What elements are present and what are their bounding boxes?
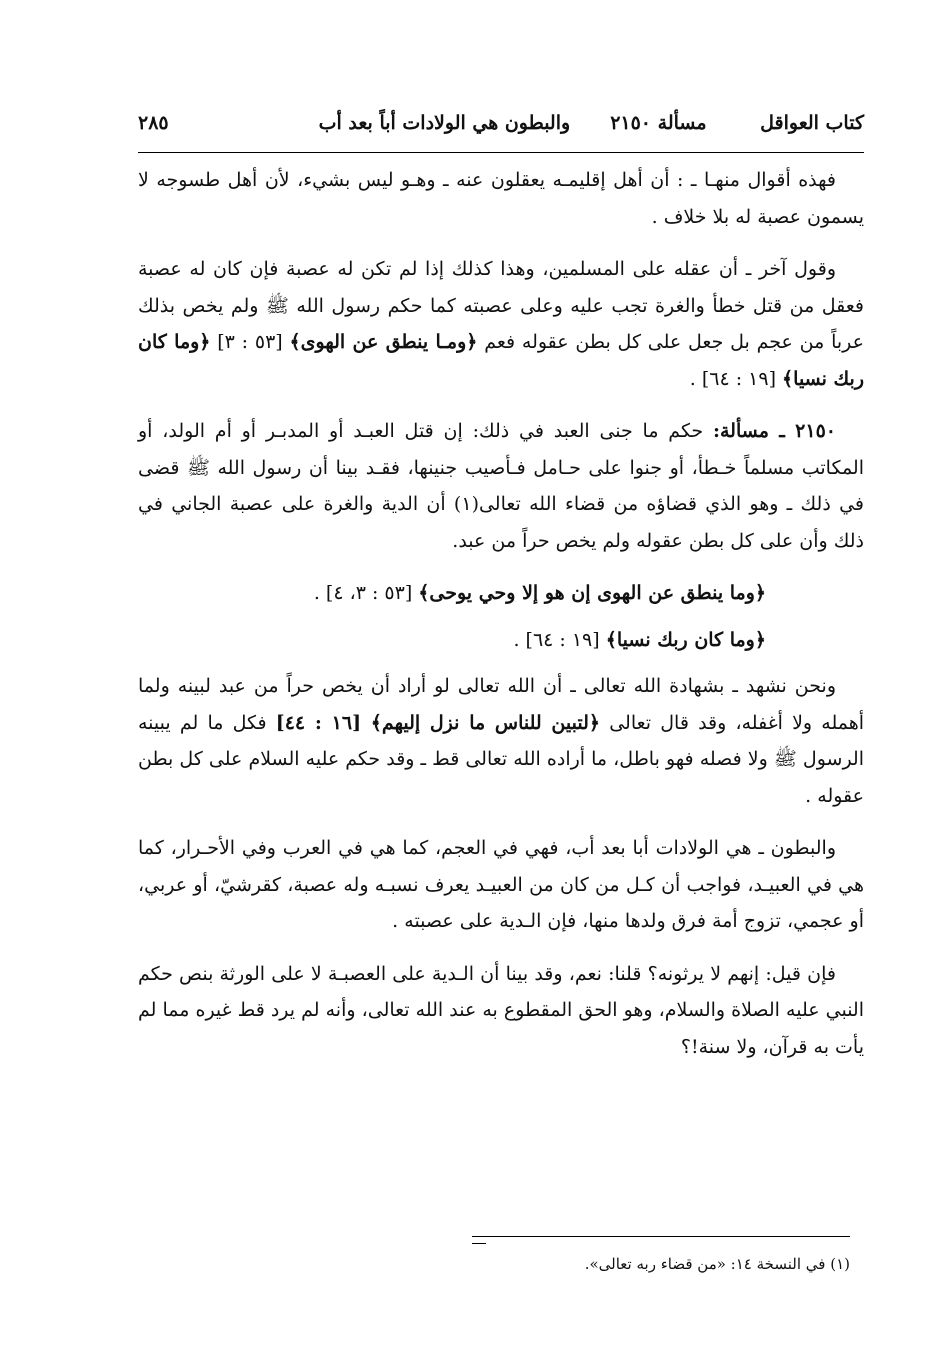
quran-verse <box>138 622 864 659</box>
quran-quote: ﴿ومـا ينطق عن الهوى﴾ <box>289 331 478 353</box>
book-title: كتاب العواقل <box>760 112 864 134</box>
paragraph-text: فكل ما لم يبينه الرسول ﷺ ولا فصله فهو باطل، ما أراده الله تعالى قط ـ وقد حكم عليه السلام على كل بطن عقوله . <box>138 711 864 807</box>
paragraph-text: فهذه أقوال منهـا ـ : أن أهل إقليمـه يعقلون عنه ـ وهـو ليس بشيء، لأن أهل طسوجه لا يسمون عصبة له بلا خلاف . <box>138 169 864 228</box>
paragraph <box>138 162 864 235</box>
paragraph <box>138 413 864 559</box>
paragraph <box>138 668 864 814</box>
verse-text: ﴿وما كان ربك نسيا﴾ <box>605 628 766 651</box>
footnote-rule-short <box>472 1243 486 1244</box>
running-header <box>138 112 864 148</box>
paragraph-text: والبطون ـ هي الولادات أبا بعد أب، فهي في العجم، كما هي في العرب وفي الأحـرار، كما هي في العبيـد، فواجب أن كـل من كان من العبيـد يعرف نسبـه وله عصبة، كقرشيّ، أو عربي، أو عجمي، تزوج أمة فرق ولدها منها، فإن الـدية على عصبته . <box>138 837 864 932</box>
footnote-rule <box>472 1236 850 1237</box>
paragraph <box>138 251 864 397</box>
paragraph <box>138 830 864 940</box>
paragraph <box>138 956 864 1066</box>
main-text <box>138 162 864 1081</box>
verse-reference: [٥٣ : ٣] <box>210 331 290 353</box>
issue-number: مسألة ٢١٥٠ <box>610 112 707 134</box>
verse-reference: [١٩ : ٦٤] . <box>513 628 606 651</box>
paragraph-text: فإن قيل: إنهم لا يرثونه؟ قلنا: نعم، وقد بينا أن الـدية على العصبـة لا على الورثة بنص حكم النبي عليه الصلاة والسلام، وهو الحق المقطوع به عند الله تعالى، وأنه لم يرد قط غيره مما لم يأت به قرآن، ولا سنة!؟ <box>138 962 864 1058</box>
topic-title: والبطون هي الولادات أباً بعد أب <box>318 112 571 134</box>
quran-quote: ﴿لتبين للناس ما نزل إليهم﴾ [١٦ : ٤٤] <box>275 711 601 734</box>
header-rule <box>138 152 864 153</box>
verse-reference: [٥٣ : ٣، ٤] . <box>313 582 419 604</box>
paragraph-text: حكم ما جنى العبد في ذلك: إن قتل العبـد أو المدبـر أو أم الولد، أو المكاتب مسلماً خـطأ، أو جنوا على حـامل فـأصيب جنينها، فقـد بينا أن رسول الله ﷺ قضى في ذلك ـ وهو الذي قضاؤه من قضاء الله تعالى(١) أن الدية والغرة على عصبة الجاني في ذلك وأن على كل بطن عقوله ولم يخص حراً من عبد. <box>138 420 864 552</box>
verse-text: ﴿وما ينطق عن الهوى إن هو إلا وحي يوحى﴾ <box>418 582 766 604</box>
paragraph-text: ونحن نشهد ـ بشهادة الله تعالى ـ أن الله تعالى لو أراد أن يخص حراً من عبد لبينه ولما أهمله ولا أغفله، وقد قال تعالى <box>138 675 865 734</box>
issue-label: ٢١٥٠ ـ مسألة: <box>712 420 836 442</box>
quran-quote: ﴿وما كان ربك نسيا﴾ <box>138 331 864 390</box>
verse-reference: [١٩ : ٦٤] . <box>689 367 783 390</box>
footnote: (١) في النسخة ١٤: «من قضاء ربه تعالى». <box>584 1255 850 1273</box>
paragraph-text: وقول آخر ـ أن عقله على المسلمين، وهذا كذلك إذا لم تكن له عصبة فإن كان له عصبة فعقل من قتل خطأ والغرة تجب عليه وعلى عصبته كما حكم رسول الله ﷺ ولم يخص بذلك عرباً من عجم بل جعل على كل بطن عقوله فعم <box>138 258 865 353</box>
page-number: ٢٨٥ <box>138 112 169 134</box>
header-meta <box>138 112 707 134</box>
quran-verse <box>138 575 864 612</box>
